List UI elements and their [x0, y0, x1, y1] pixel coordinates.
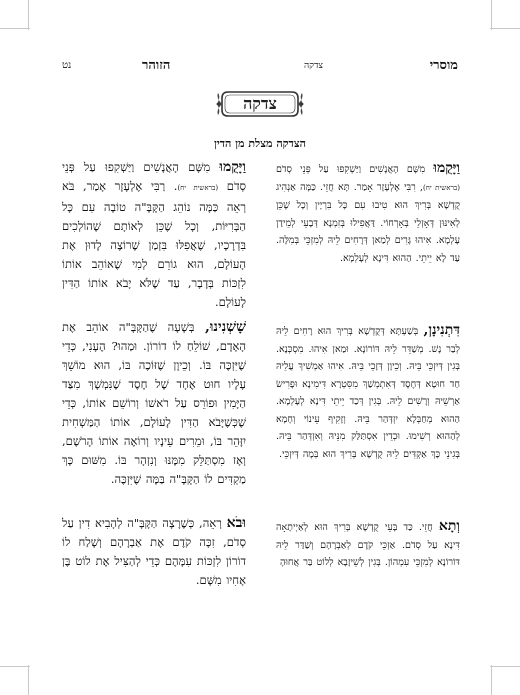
lead-word: וְתָא	[438, 518, 460, 534]
hebrew-paragraph-2	[62, 318, 246, 489]
aramaic-paragraph-2	[276, 322, 460, 463]
paragraph-body: בְּשַׁעְתָּא דְּקֻדְשָׁא בְּרִיךְ הוּא רָחִים לֵיהּ לְבַר נָשׁ. מְשַׁדֵּר לֵיהּ דּוֹרוֹנָא. וּמַאן אִיהוּ. מִסְכְּנָא. בְּגִין דְּיִזְכֵּי בֵּיהּ. וְכֵיוָן דְּזָכֵי בֵּיהּ. אִיהוּ אַמְשִׁיךְ עֲלֵיהּ חַד חוּטָא דְּחֶסֶד דְּאִתְמְשַׁךְ מִסִּטְרָא דִּימִינָא וּפָרִישׂ אַרְשֵׁיהּ וְרָשִׁים לֵיהּ. בְּגִין דְּכַד יֵיתֵי דִּינָא לְעָלְמָא. הַהוּא מְחַבְּלָא יִזְדְּהַר בֵּיהּ. וְזָקִיף עֵינוֹי וְחָמָא לְהַהוּא רְשִׁימוּ. וּכְדֵין אִסְתַּלַּק מִנֵּיהּ וְאִזְדְּהַר בֵּיהּ. בְּגִינֵי כָּךְ אַקְדִּים לֵיהּ קֻדְשָׁא בְּרִיךְ הוּא בְּמָה דְּיִזְכֵּי.	[276, 326, 460, 460]
crop-mark	[490, 28, 520, 29]
crop-mark	[491, 665, 492, 695]
verse-text: מִשָּׁם הָאֲנָשִׁים וַיַּשְׁקִפוּ עַל פְּנֵי סְדֹם	[276, 164, 426, 175]
lead-word: דִּתְנִינָן,	[423, 322, 460, 338]
crop-mark	[491, 0, 492, 30]
crop-mark	[0, 28, 30, 29]
verse-reference: (בראשית יח)	[177, 184, 219, 192]
section-subtitle: הצדקה מצלת מן הדין	[214, 137, 306, 150]
lead-word: וַיָּקֻמוּ	[219, 159, 246, 175]
verse-reference: (בראשית יח)	[423, 183, 460, 192]
paragraph-body: , רִבִּי אֶלְעָזָר אָמַר. תָּא חֲזֵי. כַּמָּה אַנְהִיג קֻדְשָׁא בְּרִיךְ הוּא טִיבוּ עִם כָּל בִּרְיָין וְכָל שֶׁכֵּן לְאִינּוּן דְּאָזְלֵי בְּאָרְחוֹי. דַּאֲפִילוּ בְּזִמְנָא דְּבָעֵי לְמֵידַן עָלְמָא. אִיהוּ גָּרִים לְמַאן דְּרָחִים לֵיהּ לְמִזְכֵּי בְּמִלָּה. עַד לָא יֵיתֵי. הַהוּא דִּינָא לְעָלְמָא.	[276, 181, 460, 264]
crop-mark	[490, 666, 520, 667]
sub-label: צדקה	[303, 61, 323, 71]
crop-mark	[28, 665, 29, 695]
lead-word: וַיָּקֻמוּ	[433, 160, 460, 176]
lead-word: שָׁשְׁנִינוּ,	[204, 319, 247, 335]
hebrew-paragraph-1	[62, 158, 246, 312]
section-emblem	[214, 89, 306, 119]
running-header	[62, 57, 458, 77]
crop-mark	[0, 666, 30, 667]
verse-text: מִשָּׁם הָאֲנָשִׁים וַיַּשְׁקִפוּ עַל פְּנֵי סְדֹם	[62, 160, 247, 193]
hebrew-paragraph-3	[62, 514, 246, 590]
lead-word: וּבֹא	[226, 515, 246, 531]
aramaic-paragraph-3	[276, 518, 460, 572]
section-label: מוסרי	[429, 58, 458, 73]
paragraph-body: . רַבִּי אֶלְעָזָר אָמַר, בֹּא רְאֵה כַּמָּה נוֹהֵג הַקָּבָּ"ה טוֹבָה עִם כָּל הַבְּרִיּוֹת, וְכָל שֶׁכֵּן לְאוֹתָם שֶׁהוֹלְכִים בִּדְרָכָיו, שֶׁאֲפִלּוּ בִּזְמַן שֶׁרוֹצֶה לָדוּן אֶת הָעוֹלָם, הוּא גוֹרֵם לְמִי שֶׁאוֹהֵב אוֹתוֹ לִזְכּוֹת בְּדָבָר, עַד שֶׁלֹּא יָבֹא אוֹתוֹ הַדִּין לָעוֹלָם.	[62, 179, 246, 309]
emblem-label: צדקה	[243, 94, 277, 113]
paragraph-body: בְּשָׁעָה שֶׁהַקָּבָּ"ה אוֹהֵב אֶת הָאָדָם, שׁוֹלֵחַ לוֹ דוֹרוֹן. וּמַהוּ? הֶעָנִי, כְּדֵי שֶׁיִּזְכֶּה בּוֹ. וְכֵיוָן שֶׁזּוֹכֶה בּוֹ, הוּא מוֹשֵׁךְ עָלָיו חוּט אֶחָד שֶׁל חֶסֶד שֶׁנִּמְשָׁךְ מִצַּד הַיָּמִין וּפוֹרֵס עַל רֹאשׁוֹ וְרוֹשֵׁם אוֹתוֹ, כְּדֵי שֶׁכְּשֶׁיָּבֹא הַדִּין לָעוֹלָם, אוֹתוֹ הַמַּשְׁחִית יִזָּהֵר בּוֹ, וּמֵרִים עֵינָיו וְרוֹאֶה אוֹתוֹ הָרֹשֶׁם, וְאָז מִסְתַּלֵּק מִמֶּנּוּ וְנִזְהָר בּוֹ. מִשּׁוּם כָּךְ מַקְדִּים לוֹ הַקָּבָּ"ה בַּמֶּה שֶׁיִּזְכֶּה.	[62, 320, 246, 486]
paragraph-body: חֲזֵי. כַּד בָּעֵי קֻדְשָׁא בְּרִיךְ הוּא לְאַיְיתָאָה דִּינָא עַל סְדֹם. אַזְכֵּי קֹדֶם לְאַבְרָהָם וְשַׁדַּר לֵיהּ דּוֹרוֹנָא לְמִזְכֵּי עִמְהוֹן. בְּגִין לְשֵׁיזָבָא לְלוֹט בַּר אֲחוּהָ	[276, 522, 460, 568]
paragraph-body: רְאֵה, כְּשֶׁרָצָה הַקָּבָּ"ה לְהָבִיא דִין עַל סְדֹם, זִכָּה קֹדֶם אֶת אַבְרָהָם וְשָׁלַח לוֹ דוֹרוֹן לִזְכּוֹת עִמָּהֶם כְּדֵי לְהַצִּיל אֶת לוֹט בֶּן אָחִיו מִשָּׁם.	[62, 516, 246, 587]
page-number: נט	[62, 60, 72, 71]
aramaic-paragraph-1	[276, 160, 460, 267]
crop-mark	[28, 0, 29, 30]
book-title: הזוהר	[142, 58, 171, 73]
